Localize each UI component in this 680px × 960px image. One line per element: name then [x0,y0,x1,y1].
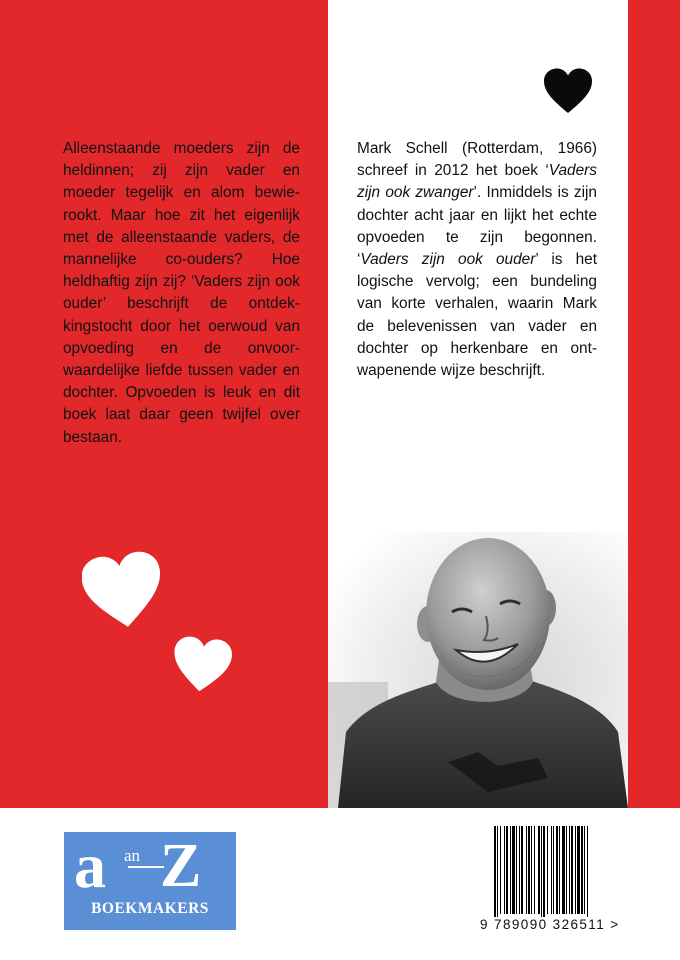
white-heart-large-icon [82,549,164,633]
blurb-text-1: Alleenstaande moeders zijn de heldinnen; zij zijn vader en moeder tegelijk en alom bewie-rookt. Maar hoe zit het eigenlijk met de alleenstaande vaders, de mannelijke co-ouders? Hoe heldhaftig zijn zij? [63,140,300,291]
bio-book-title-1: Vaders zijn ook zwanger [357,162,597,202]
bio-text-2: ’. Inmiddels is zijn dochter acht jaar en lijkt het echte opvoeden te zijn begonnen. ‘ [357,184,597,269]
logo-word-an: an [124,846,141,865]
publisher-name: BOEKMAKERS [91,900,209,917]
bio-text-1: Mark Schell (Rotterdam, 1966) schreef in 2012 het boek ‘ [357,140,597,180]
bio-text-3: ’ is het logische vervolg; een bundeling van korte verhalen, waarin Mark de belevenissen van vader en dochter op herkenbare en ont-wapenende wijze beschrijft. [357,251,597,380]
isbn-number: 9 789090 326511 > [476,917,650,932]
back-cover-blurb [63,138,300,449]
logo-divider [128,866,164,868]
logo-letter-z: Z [160,832,202,900]
bio-book-title-2: Vaders zijn ook ouder [360,251,536,269]
logo-letter-a: a [74,830,106,901]
blurb-text-2: beschrijft de ontdek-kingstocht door het oerwoud van opvoeding en de onvoor-waardelijke liefde tussen vader en dochter. Opvoeden is leuk en dit boek laat daar geen twijfel over bestaan. [63,295,300,446]
author-photo [328,532,628,808]
blurb-book-title: ‘Vaders zijn ook ouder’ [63,273,300,313]
right-red-strip [628,0,680,808]
publisher-logo [64,832,236,930]
white-heart-small-icon [172,635,232,695]
black-heart-icon [543,68,593,114]
author-bio [357,138,597,382]
